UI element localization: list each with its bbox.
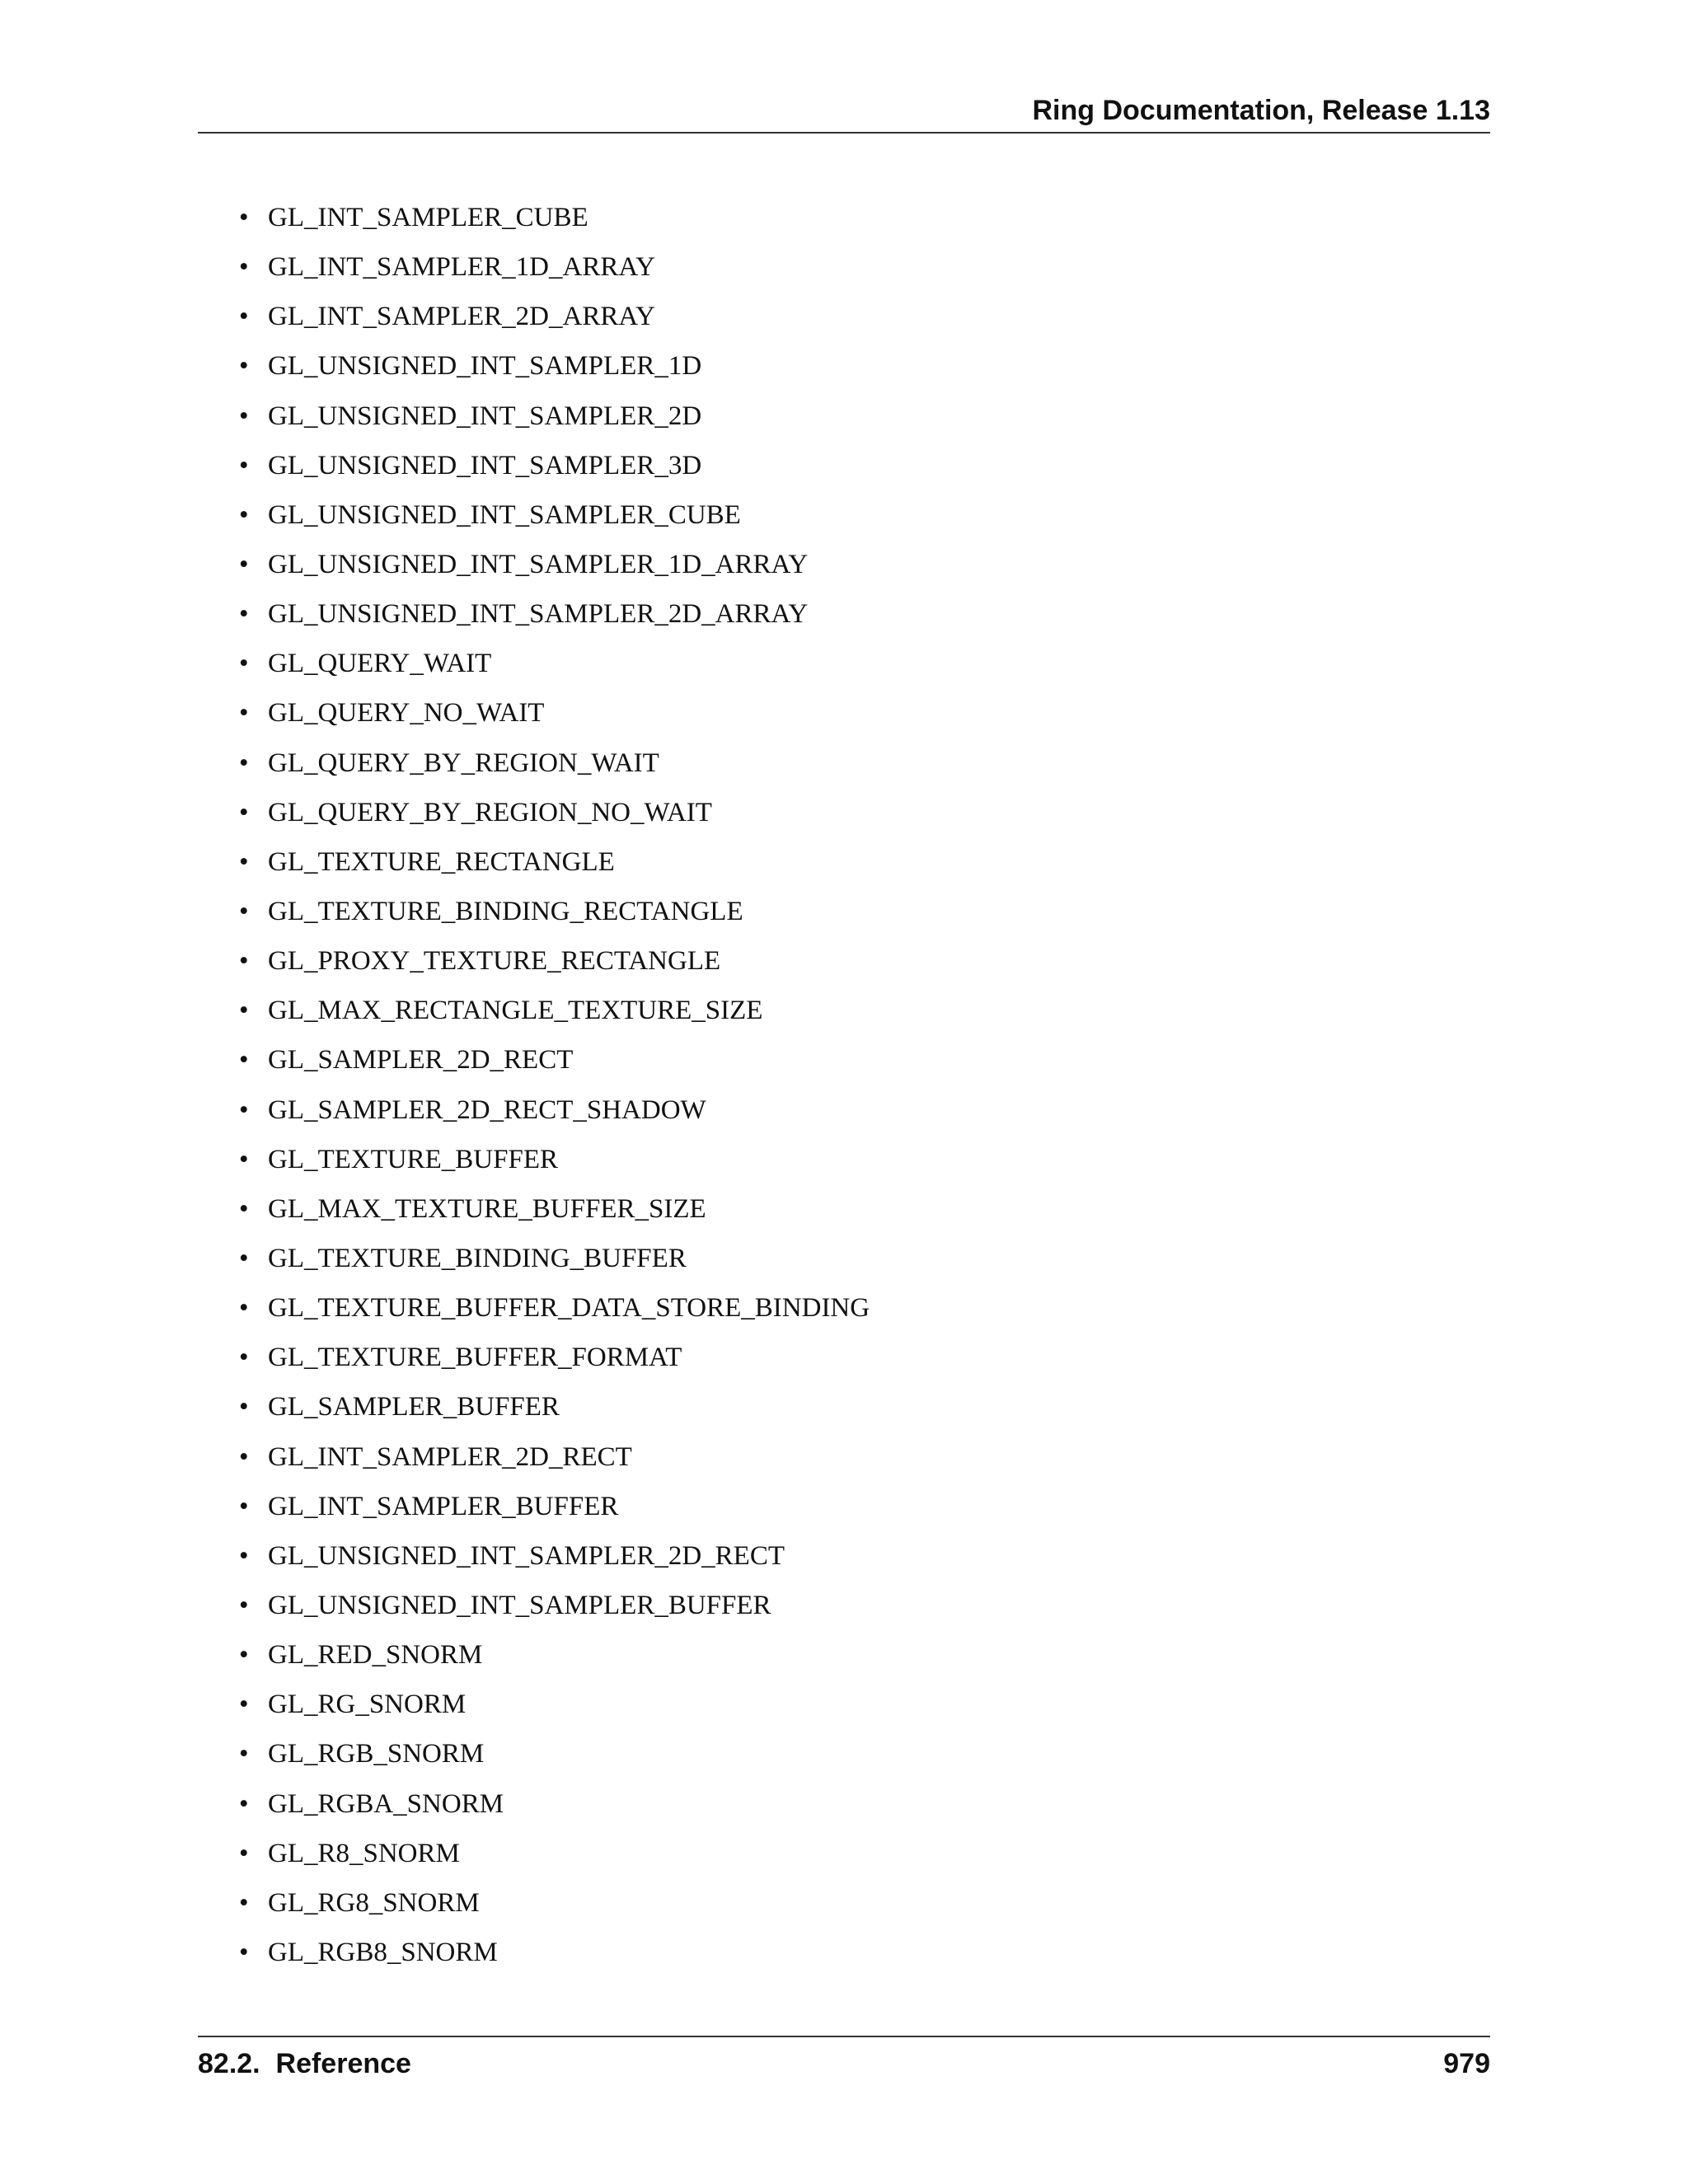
page-number: 979 <box>1443 2048 1490 2079</box>
list-item <box>239 941 870 991</box>
list-item <box>239 1536 870 1586</box>
bullet-icon: • <box>239 499 249 530</box>
constant-name: GL_INT_SAMPLER_2D_RECT <box>268 1441 632 1472</box>
list-item <box>239 991 870 1040</box>
bullet-icon: • <box>239 599 249 630</box>
constant-name: GL_INT_SAMPLER_1D_ARRAY <box>268 252 655 283</box>
bullet-icon: • <box>239 1937 249 1967</box>
list-item <box>239 1189 870 1239</box>
bullet-icon: • <box>239 1144 249 1174</box>
list-item <box>239 198 870 247</box>
constant-name: GL_SAMPLER_2D_RECT <box>268 1045 574 1076</box>
bullet-icon: • <box>239 846 249 877</box>
bullet-icon: • <box>239 1540 249 1571</box>
list-item <box>239 1288 870 1338</box>
list-item <box>239 247 870 297</box>
bullet-icon: • <box>239 450 249 480</box>
constant-name: GL_INT_SAMPLER_BUFFER <box>268 1491 619 1521</box>
bullet-icon: • <box>239 1045 249 1076</box>
bullet-icon: • <box>239 996 249 1026</box>
constant-name: GL_RED_SNORM <box>268 1640 483 1671</box>
constant-name: GL_TEXTURE_BUFFER <box>268 1144 559 1174</box>
bullet-icon: • <box>239 252 249 283</box>
constant-name: GL_UNSIGNED_INT_SAMPLER_2D_ARRAY <box>268 599 809 630</box>
constant-name: GL_UNSIGNED_INT_SAMPLER_CUBE <box>268 499 741 530</box>
constant-name: GL_QUERY_BY_REGION_NO_WAIT <box>268 797 712 827</box>
bullet-icon: • <box>239 698 249 729</box>
bullet-icon: • <box>239 1392 249 1422</box>
constant-name: GL_INT_SAMPLER_2D_ARRAY <box>268 302 655 332</box>
page-footer <box>198 2036 1490 2087</box>
constant-name: GL_QUERY_WAIT <box>268 649 492 679</box>
constant-name: GL_SAMPLER_2D_RECT_SHADOW <box>268 1094 706 1125</box>
bullet-icon: • <box>239 1343 249 1373</box>
bullet-icon: • <box>239 1094 249 1125</box>
list-item <box>239 1338 870 1387</box>
constant-name: GL_TEXTURE_RECTANGLE <box>268 846 615 877</box>
list-item <box>239 1883 870 1933</box>
section-title: 82.2. Reference <box>198 2048 411 2079</box>
bullet-icon: • <box>239 1193 249 1224</box>
constant-name: GL_MAX_TEXTURE_BUFFER_SIZE <box>268 1193 706 1224</box>
constant-name: GL_QUERY_NO_WAIT <box>268 698 545 729</box>
constant-name: GL_QUERY_BY_REGION_WAIT <box>268 748 659 778</box>
list-item <box>239 495 870 545</box>
list-item <box>239 1635 870 1685</box>
bullet-icon: • <box>239 1590 249 1620</box>
constant-name: GL_UNSIGNED_INT_SAMPLER_1D <box>268 351 702 382</box>
constant-name: GL_SAMPLER_BUFFER <box>268 1392 560 1422</box>
list-item <box>239 1685 870 1734</box>
constant-name: GL_TEXTURE_BUFFER_FORMAT <box>268 1343 682 1373</box>
constant-name: GL_TEXTURE_BINDING_RECTANGLE <box>268 896 743 926</box>
list-item <box>239 594 870 644</box>
list-item <box>239 842 870 892</box>
bullet-icon: • <box>239 1788 249 1819</box>
bullet-icon: • <box>239 1690 249 1720</box>
constant-name: GL_R8_SNORM <box>268 1838 460 1868</box>
list-item <box>239 1040 870 1090</box>
constant-name: GL_RGB_SNORM <box>268 1739 485 1769</box>
constant-name: GL_PROXY_TEXTURE_RECTANGLE <box>268 946 721 977</box>
constant-name: GL_TEXTURE_BINDING_BUFFER <box>268 1243 687 1273</box>
list-item <box>239 693 870 743</box>
list-item <box>239 1784 870 1834</box>
list-item <box>239 346 870 396</box>
bullet-icon: • <box>239 203 249 232</box>
list-item <box>239 1586 870 1635</box>
constant-name: GL_UNSIGNED_INT_SAMPLER_3D <box>268 450 702 480</box>
bullet-icon: • <box>239 1293 249 1324</box>
list-item <box>239 1933 870 1982</box>
constant-name: GL_UNSIGNED_INT_SAMPLER_1D_ARRAY <box>268 549 809 579</box>
bullet-icon: • <box>239 748 249 778</box>
list-item <box>239 545 870 594</box>
bullet-icon: • <box>239 797 249 827</box>
constant-name: GL_RGB8_SNORM <box>268 1937 498 1967</box>
list-item <box>239 793 870 842</box>
list-item <box>239 1734 870 1783</box>
constant-list <box>239 198 870 1982</box>
bullet-icon: • <box>239 649 249 679</box>
list-item <box>239 396 870 446</box>
bullet-icon: • <box>239 302 249 332</box>
bullet-icon: • <box>239 896 249 926</box>
list-item <box>239 892 870 941</box>
list-item <box>239 446 870 495</box>
list-item <box>239 1090 870 1140</box>
bullet-icon: • <box>239 1243 249 1273</box>
bullet-icon: • <box>239 1887 249 1918</box>
list-item <box>239 1487 870 1536</box>
constant-name: GL_UNSIGNED_INT_SAMPLER_BUFFER <box>268 1590 771 1620</box>
bullet-icon: • <box>239 1838 249 1868</box>
list-item <box>239 1239 870 1288</box>
constant-name: GL_RG8_SNORM <box>268 1887 480 1918</box>
constant-name: GL_INT_SAMPLER_CUBE <box>268 203 588 232</box>
bullet-icon: • <box>239 1491 249 1521</box>
bullet-icon: • <box>239 401 249 431</box>
constant-name: GL_UNSIGNED_INT_SAMPLER_2D_RECT <box>268 1540 785 1571</box>
list-item <box>239 743 870 793</box>
list-item <box>239 644 870 693</box>
constant-name: GL_UNSIGNED_INT_SAMPLER_2D <box>268 401 702 431</box>
list-item <box>239 1437 870 1487</box>
document-title: Ring Documentation, Release 1.13 <box>1032 95 1490 126</box>
bullet-icon: • <box>239 549 249 579</box>
constant-name: GL_RG_SNORM <box>268 1690 467 1720</box>
constant-name: GL_RGBA_SNORM <box>268 1788 504 1819</box>
constant-name: GL_MAX_RECTANGLE_TEXTURE_SIZE <box>268 996 763 1026</box>
list-item <box>239 297 870 346</box>
list-item <box>239 1140 870 1189</box>
list-item <box>239 1387 870 1436</box>
bullet-icon: • <box>239 946 249 977</box>
bullet-icon: • <box>239 351 249 382</box>
bullet-icon: • <box>239 1739 249 1769</box>
page-header <box>198 91 1490 134</box>
list-item <box>239 1834 870 1883</box>
constant-name: GL_TEXTURE_BUFFER_DATA_STORE_BINDING <box>268 1293 870 1324</box>
bullet-icon: • <box>239 1441 249 1472</box>
bullet-icon: • <box>239 1640 249 1671</box>
